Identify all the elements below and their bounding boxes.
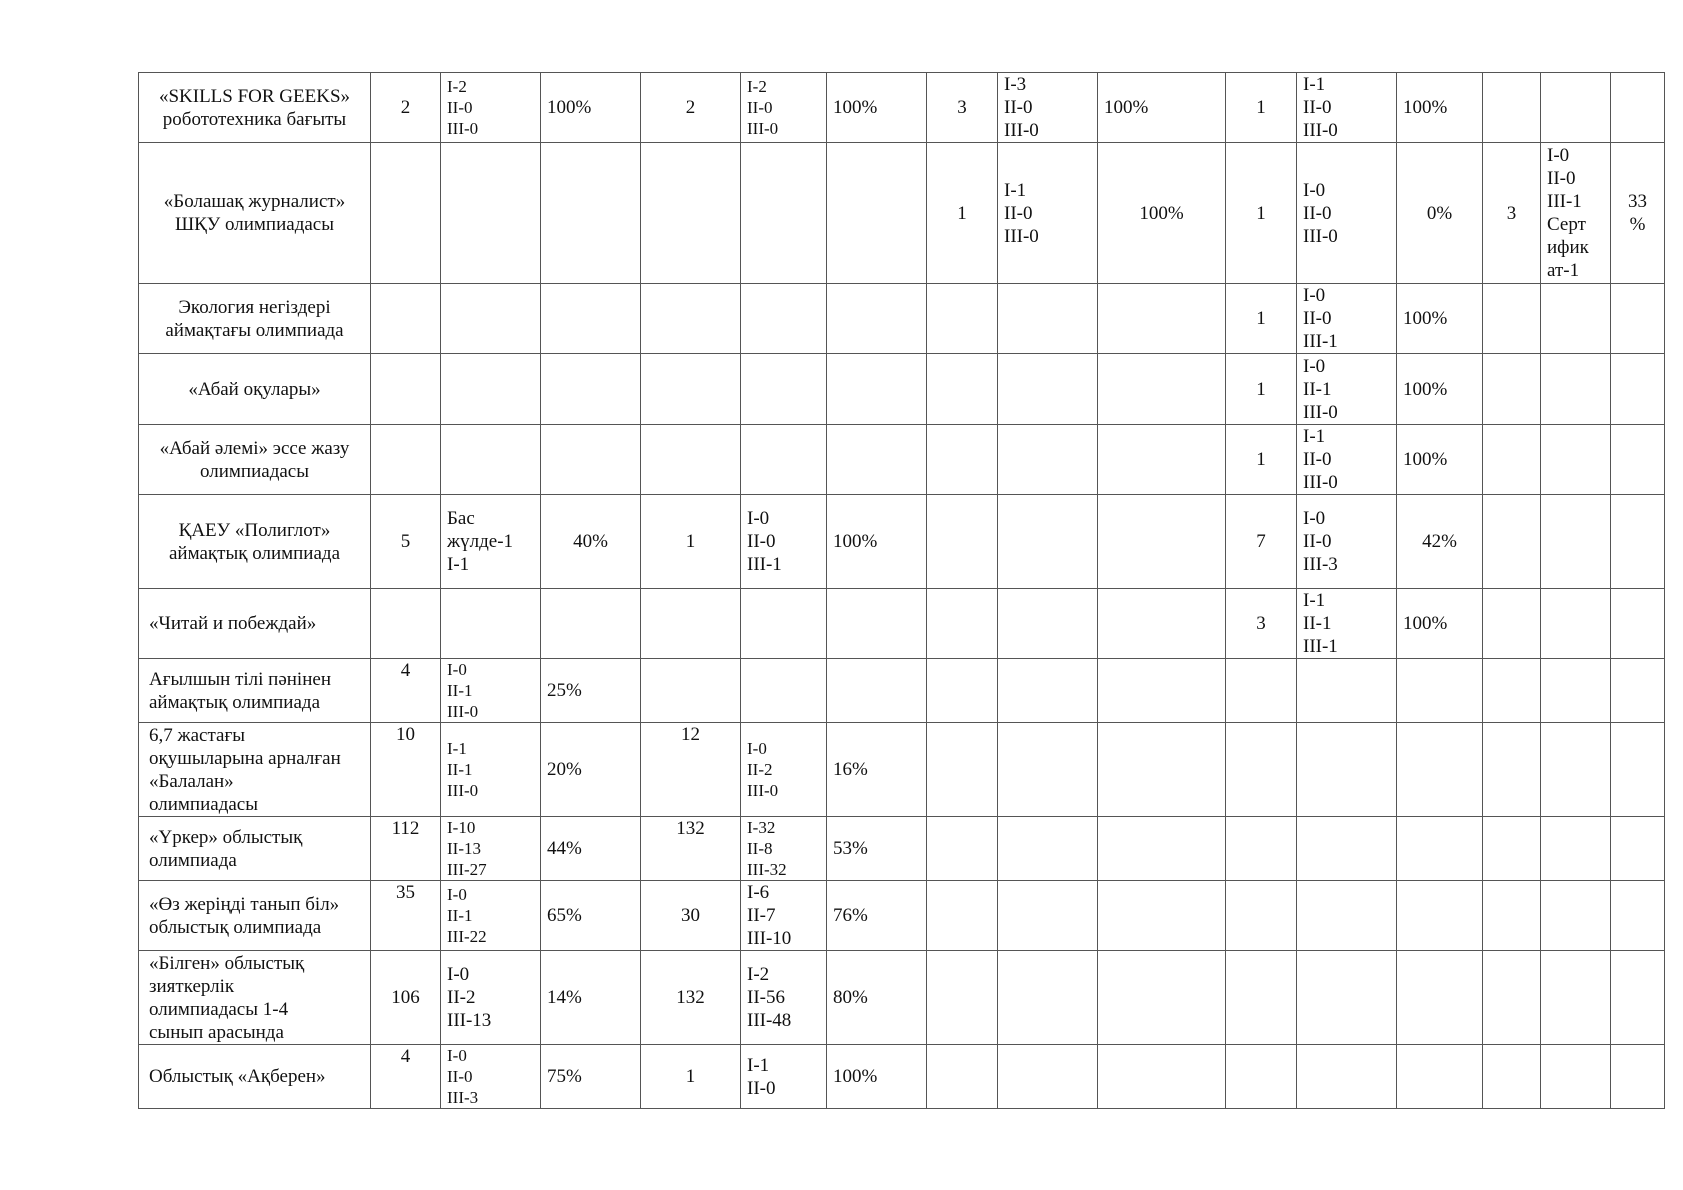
quality-percent-cell: 76% (827, 881, 927, 951)
olympiad-name-cell: 6,7 жастағы оқушыларына арналған «Балалан» олимпиадасы (139, 723, 371, 817)
quality-percent-cell (1098, 723, 1226, 817)
table-row (139, 659, 1665, 723)
participants-cell (1483, 284, 1541, 354)
places-cell (1297, 817, 1397, 881)
quality-percent-cell (1098, 951, 1226, 1045)
places-cell (1541, 73, 1611, 143)
quality-percent-cell (1098, 354, 1226, 425)
participants-cell (641, 284, 741, 354)
participants-cell: 4 (371, 659, 441, 723)
quality-percent-cell (1611, 951, 1665, 1045)
table-row (139, 354, 1665, 425)
places-cell (1541, 881, 1611, 951)
quality-percent-cell (1611, 589, 1665, 659)
quality-percent-cell (827, 354, 927, 425)
participants-cell: 3 (927, 73, 998, 143)
places-cell: I-0 II-2 III-13 (441, 951, 541, 1045)
places-cell: I-0 II-1 III-0 (1297, 354, 1397, 425)
olympiad-name-cell: «Үркер» облыстық олимпиада (139, 817, 371, 881)
olympiad-name-cell: «Читай и побеждай» (139, 589, 371, 659)
participants-cell: 132 (641, 951, 741, 1045)
table-row (139, 73, 1665, 143)
places-cell (741, 354, 827, 425)
quality-percent-cell (1397, 723, 1483, 817)
participants-cell (927, 284, 998, 354)
olympiad-name-cell: «Абай оқулары» (139, 354, 371, 425)
places-cell (998, 817, 1098, 881)
places-cell: I-2 II-56 III-48 (741, 951, 827, 1045)
participants-cell: 3 (1226, 589, 1297, 659)
quality-percent-cell: 100% (827, 495, 927, 589)
places-cell: I-1 II-0 III-0 (998, 143, 1098, 284)
participants-cell (641, 659, 741, 723)
places-cell (1541, 589, 1611, 659)
olympiad-name-cell: «Білген» облыстық зияткерлік олимпиадасы 1-4 сынып арасында (139, 951, 371, 1045)
places-cell: I-10 II-13 III-27 (441, 817, 541, 881)
places-cell (1297, 1045, 1397, 1109)
participants-cell (641, 354, 741, 425)
places-cell (998, 425, 1098, 495)
quality-percent-cell (1397, 881, 1483, 951)
quality-percent-cell (1098, 425, 1226, 495)
participants-cell: 1 (1226, 354, 1297, 425)
participants-cell (1226, 817, 1297, 881)
places-cell (1541, 354, 1611, 425)
participants-cell: 1 (1226, 143, 1297, 284)
places-cell (441, 143, 541, 284)
quality-percent-cell (1098, 881, 1226, 951)
quality-percent-cell (827, 425, 927, 495)
places-cell: I-3 II-0 III-0 (998, 73, 1098, 143)
places-cell (1297, 723, 1397, 817)
places-cell: I-0 II-0 III-3 (1297, 495, 1397, 589)
participants-cell (927, 589, 998, 659)
quality-percent-cell: 100% (1098, 73, 1226, 143)
places-cell (1541, 951, 1611, 1045)
table-row (139, 143, 1665, 284)
quality-percent-cell (1611, 881, 1665, 951)
participants-cell (641, 143, 741, 284)
participants-cell (1483, 881, 1541, 951)
participants-cell (927, 1045, 998, 1109)
quality-percent-cell: 80% (827, 951, 927, 1045)
table-row (139, 425, 1665, 495)
participants-cell (927, 951, 998, 1045)
participants-cell (1483, 495, 1541, 589)
participants-cell: 1 (1226, 284, 1297, 354)
participants-cell: 112 (371, 817, 441, 881)
participants-cell: 7 (1226, 495, 1297, 589)
table-row (139, 589, 1665, 659)
participants-cell (1483, 659, 1541, 723)
participants-cell: 2 (641, 73, 741, 143)
participants-cell: 1 (641, 495, 741, 589)
places-cell: I-6 II-7 III-10 (741, 881, 827, 951)
olympiad-name-cell: Экология негіздері аймақтағы олимпиада (139, 284, 371, 354)
participants-cell: 2 (371, 73, 441, 143)
quality-percent-cell: 100% (1397, 73, 1483, 143)
quality-percent-cell (827, 143, 927, 284)
olympiad-results-table (138, 72, 1665, 1109)
participants-cell (1483, 589, 1541, 659)
places-cell (998, 659, 1098, 723)
olympiad-name-cell: Ағылшын тілі пәнінен аймақтық олимпиада (139, 659, 371, 723)
olympiad-name-cell: «SKILLS FOR GEEKS» робототехника бағыты (139, 73, 371, 143)
quality-percent-cell (827, 284, 927, 354)
participants-cell (927, 817, 998, 881)
quality-percent-cell: 20% (541, 723, 641, 817)
quality-percent-cell: 40% (541, 495, 641, 589)
table-row (139, 284, 1665, 354)
places-cell (1297, 881, 1397, 951)
table-row (139, 1045, 1665, 1109)
participants-cell (1226, 659, 1297, 723)
quality-percent-cell (1098, 495, 1226, 589)
participants-cell: 35 (371, 881, 441, 951)
places-cell (1541, 1045, 1611, 1109)
quality-percent-cell: 100% (1397, 354, 1483, 425)
participants-cell (1226, 881, 1297, 951)
quality-percent-cell (1397, 951, 1483, 1045)
table-row (139, 881, 1665, 951)
quality-percent-cell (1098, 1045, 1226, 1109)
places-cell (441, 354, 541, 425)
places-cell (1541, 723, 1611, 817)
places-cell (1297, 659, 1397, 723)
participants-cell (371, 425, 441, 495)
participants-cell (927, 425, 998, 495)
participants-cell (1226, 723, 1297, 817)
quality-percent-cell: 100% (827, 73, 927, 143)
participants-cell (927, 723, 998, 817)
quality-percent-cell (1611, 723, 1665, 817)
participants-cell (641, 589, 741, 659)
quality-percent-cell (541, 425, 641, 495)
quality-percent-cell (1098, 659, 1226, 723)
quality-percent-cell (541, 589, 641, 659)
places-cell (441, 284, 541, 354)
participants-cell (927, 354, 998, 425)
places-cell (998, 951, 1098, 1045)
quality-percent-cell: 75% (541, 1045, 641, 1109)
places-cell: I-0 II-0 III-1 Серт ифик ат-1 (1541, 143, 1611, 284)
places-cell (998, 1045, 1098, 1109)
places-cell (741, 425, 827, 495)
quality-percent-cell: 100% (1397, 284, 1483, 354)
participants-cell: 1 (1226, 73, 1297, 143)
participants-cell (1226, 951, 1297, 1045)
quality-percent-cell: 16% (827, 723, 927, 817)
participants-cell (1483, 723, 1541, 817)
quality-percent-cell: 100% (1098, 143, 1226, 284)
places-cell: I-1 II-0 (741, 1045, 827, 1109)
places-cell: I-0 II-0 III-3 (441, 1045, 541, 1109)
places-cell (441, 589, 541, 659)
places-cell: I-32 II-8 III-32 (741, 817, 827, 881)
quality-percent-cell: 44% (541, 817, 641, 881)
quality-percent-cell (1611, 817, 1665, 881)
participants-cell: 1 (641, 1045, 741, 1109)
places-cell: I-1 II-1 III-1 (1297, 589, 1397, 659)
participants-cell (1483, 951, 1541, 1045)
quality-percent-cell (1611, 425, 1665, 495)
places-cell: I-1 II-0 III-0 (1297, 73, 1397, 143)
quality-percent-cell: 33 % (1611, 143, 1665, 284)
places-cell (998, 881, 1098, 951)
participants-cell (371, 354, 441, 425)
table-row (139, 723, 1665, 817)
places-cell: I-0 II-2 III-0 (741, 723, 827, 817)
quality-percent-cell (1611, 1045, 1665, 1109)
table-row (139, 951, 1665, 1045)
quality-percent-cell (1611, 354, 1665, 425)
olympiad-name-cell: «Болашақ журналист» ШҚУ олимпиадасы (139, 143, 371, 284)
participants-cell (1483, 1045, 1541, 1109)
places-cell (741, 589, 827, 659)
quality-percent-cell (541, 284, 641, 354)
table-row (139, 817, 1665, 881)
places-cell: I-1 II-0 III-0 (1297, 425, 1397, 495)
quality-percent-cell: 100% (1397, 589, 1483, 659)
participants-cell: 1 (1226, 425, 1297, 495)
participants-cell (371, 589, 441, 659)
places-cell: I-2 II-0 III-0 (441, 73, 541, 143)
participants-cell (1483, 817, 1541, 881)
places-cell (998, 354, 1098, 425)
places-cell (741, 284, 827, 354)
places-cell (1541, 659, 1611, 723)
participants-cell (1483, 425, 1541, 495)
olympiad-name-cell: «Өз жеріңді танып біл» облыстық олимпиада (139, 881, 371, 951)
places-cell (741, 659, 827, 723)
quality-percent-cell (1397, 1045, 1483, 1109)
table-row (139, 495, 1665, 589)
places-cell (1541, 284, 1611, 354)
places-cell: I-0 II-0 III-0 (1297, 143, 1397, 284)
places-cell (1541, 495, 1611, 589)
quality-percent-cell: 14% (541, 951, 641, 1045)
quality-percent-cell (827, 589, 927, 659)
participants-cell: 12 (641, 723, 741, 817)
participants-cell (927, 881, 998, 951)
participants-cell: 30 (641, 881, 741, 951)
places-cell (741, 143, 827, 284)
participants-cell (641, 425, 741, 495)
places-cell: I-2 II-0 III-0 (741, 73, 827, 143)
quality-percent-cell (1397, 659, 1483, 723)
quality-percent-cell (1397, 817, 1483, 881)
participants-cell (371, 284, 441, 354)
quality-percent-cell: 0% (1397, 143, 1483, 284)
quality-percent-cell (1611, 284, 1665, 354)
participants-cell: 4 (371, 1045, 441, 1109)
places-cell: I-0 II-1 III-22 (441, 881, 541, 951)
quality-percent-cell (827, 659, 927, 723)
participants-cell: 5 (371, 495, 441, 589)
quality-percent-cell (541, 143, 641, 284)
participants-cell: 3 (1483, 143, 1541, 284)
participants-cell: 106 (371, 951, 441, 1045)
quality-percent-cell (541, 354, 641, 425)
quality-percent-cell: 25% (541, 659, 641, 723)
quality-percent-cell: 53% (827, 817, 927, 881)
participants-cell: 1 (927, 143, 998, 284)
places-cell (998, 589, 1098, 659)
quality-percent-cell (1098, 284, 1226, 354)
places-cell (441, 425, 541, 495)
quality-percent-cell (1611, 73, 1665, 143)
quality-percent-cell: 100% (1397, 425, 1483, 495)
places-cell (998, 723, 1098, 817)
quality-percent-cell: 100% (827, 1045, 927, 1109)
quality-percent-cell: 100% (541, 73, 641, 143)
quality-percent-cell: 42% (1397, 495, 1483, 589)
participants-cell (927, 495, 998, 589)
places-cell: I-0 II-0 III-1 (1297, 284, 1397, 354)
participants-cell: 132 (641, 817, 741, 881)
places-cell: I-0 II-0 III-1 (741, 495, 827, 589)
participants-cell (1483, 73, 1541, 143)
quality-percent-cell (1611, 659, 1665, 723)
places-cell (1541, 425, 1611, 495)
participants-cell (927, 659, 998, 723)
places-cell (1541, 817, 1611, 881)
participants-cell (1226, 1045, 1297, 1109)
participants-cell (1483, 354, 1541, 425)
places-cell (998, 284, 1098, 354)
olympiad-name-cell: «Абай әлемі» эссе жазу олимпиадасы (139, 425, 371, 495)
places-cell (1297, 951, 1397, 1045)
olympiad-name-cell: ҚАЕУ «Полиглот» аймақтық олимпиада (139, 495, 371, 589)
quality-percent-cell (1611, 495, 1665, 589)
places-cell: Бас жүлде-1 I-1 (441, 495, 541, 589)
olympiad-name-cell: Облыстық «Ақберен» (139, 1045, 371, 1109)
places-cell: I-1 II-1 III-0 (441, 723, 541, 817)
places-cell: I-0 II-1 III-0 (441, 659, 541, 723)
places-cell (998, 495, 1098, 589)
quality-percent-cell: 65% (541, 881, 641, 951)
quality-percent-cell (1098, 817, 1226, 881)
quality-percent-cell (1098, 589, 1226, 659)
participants-cell (371, 143, 441, 284)
participants-cell: 10 (371, 723, 441, 817)
